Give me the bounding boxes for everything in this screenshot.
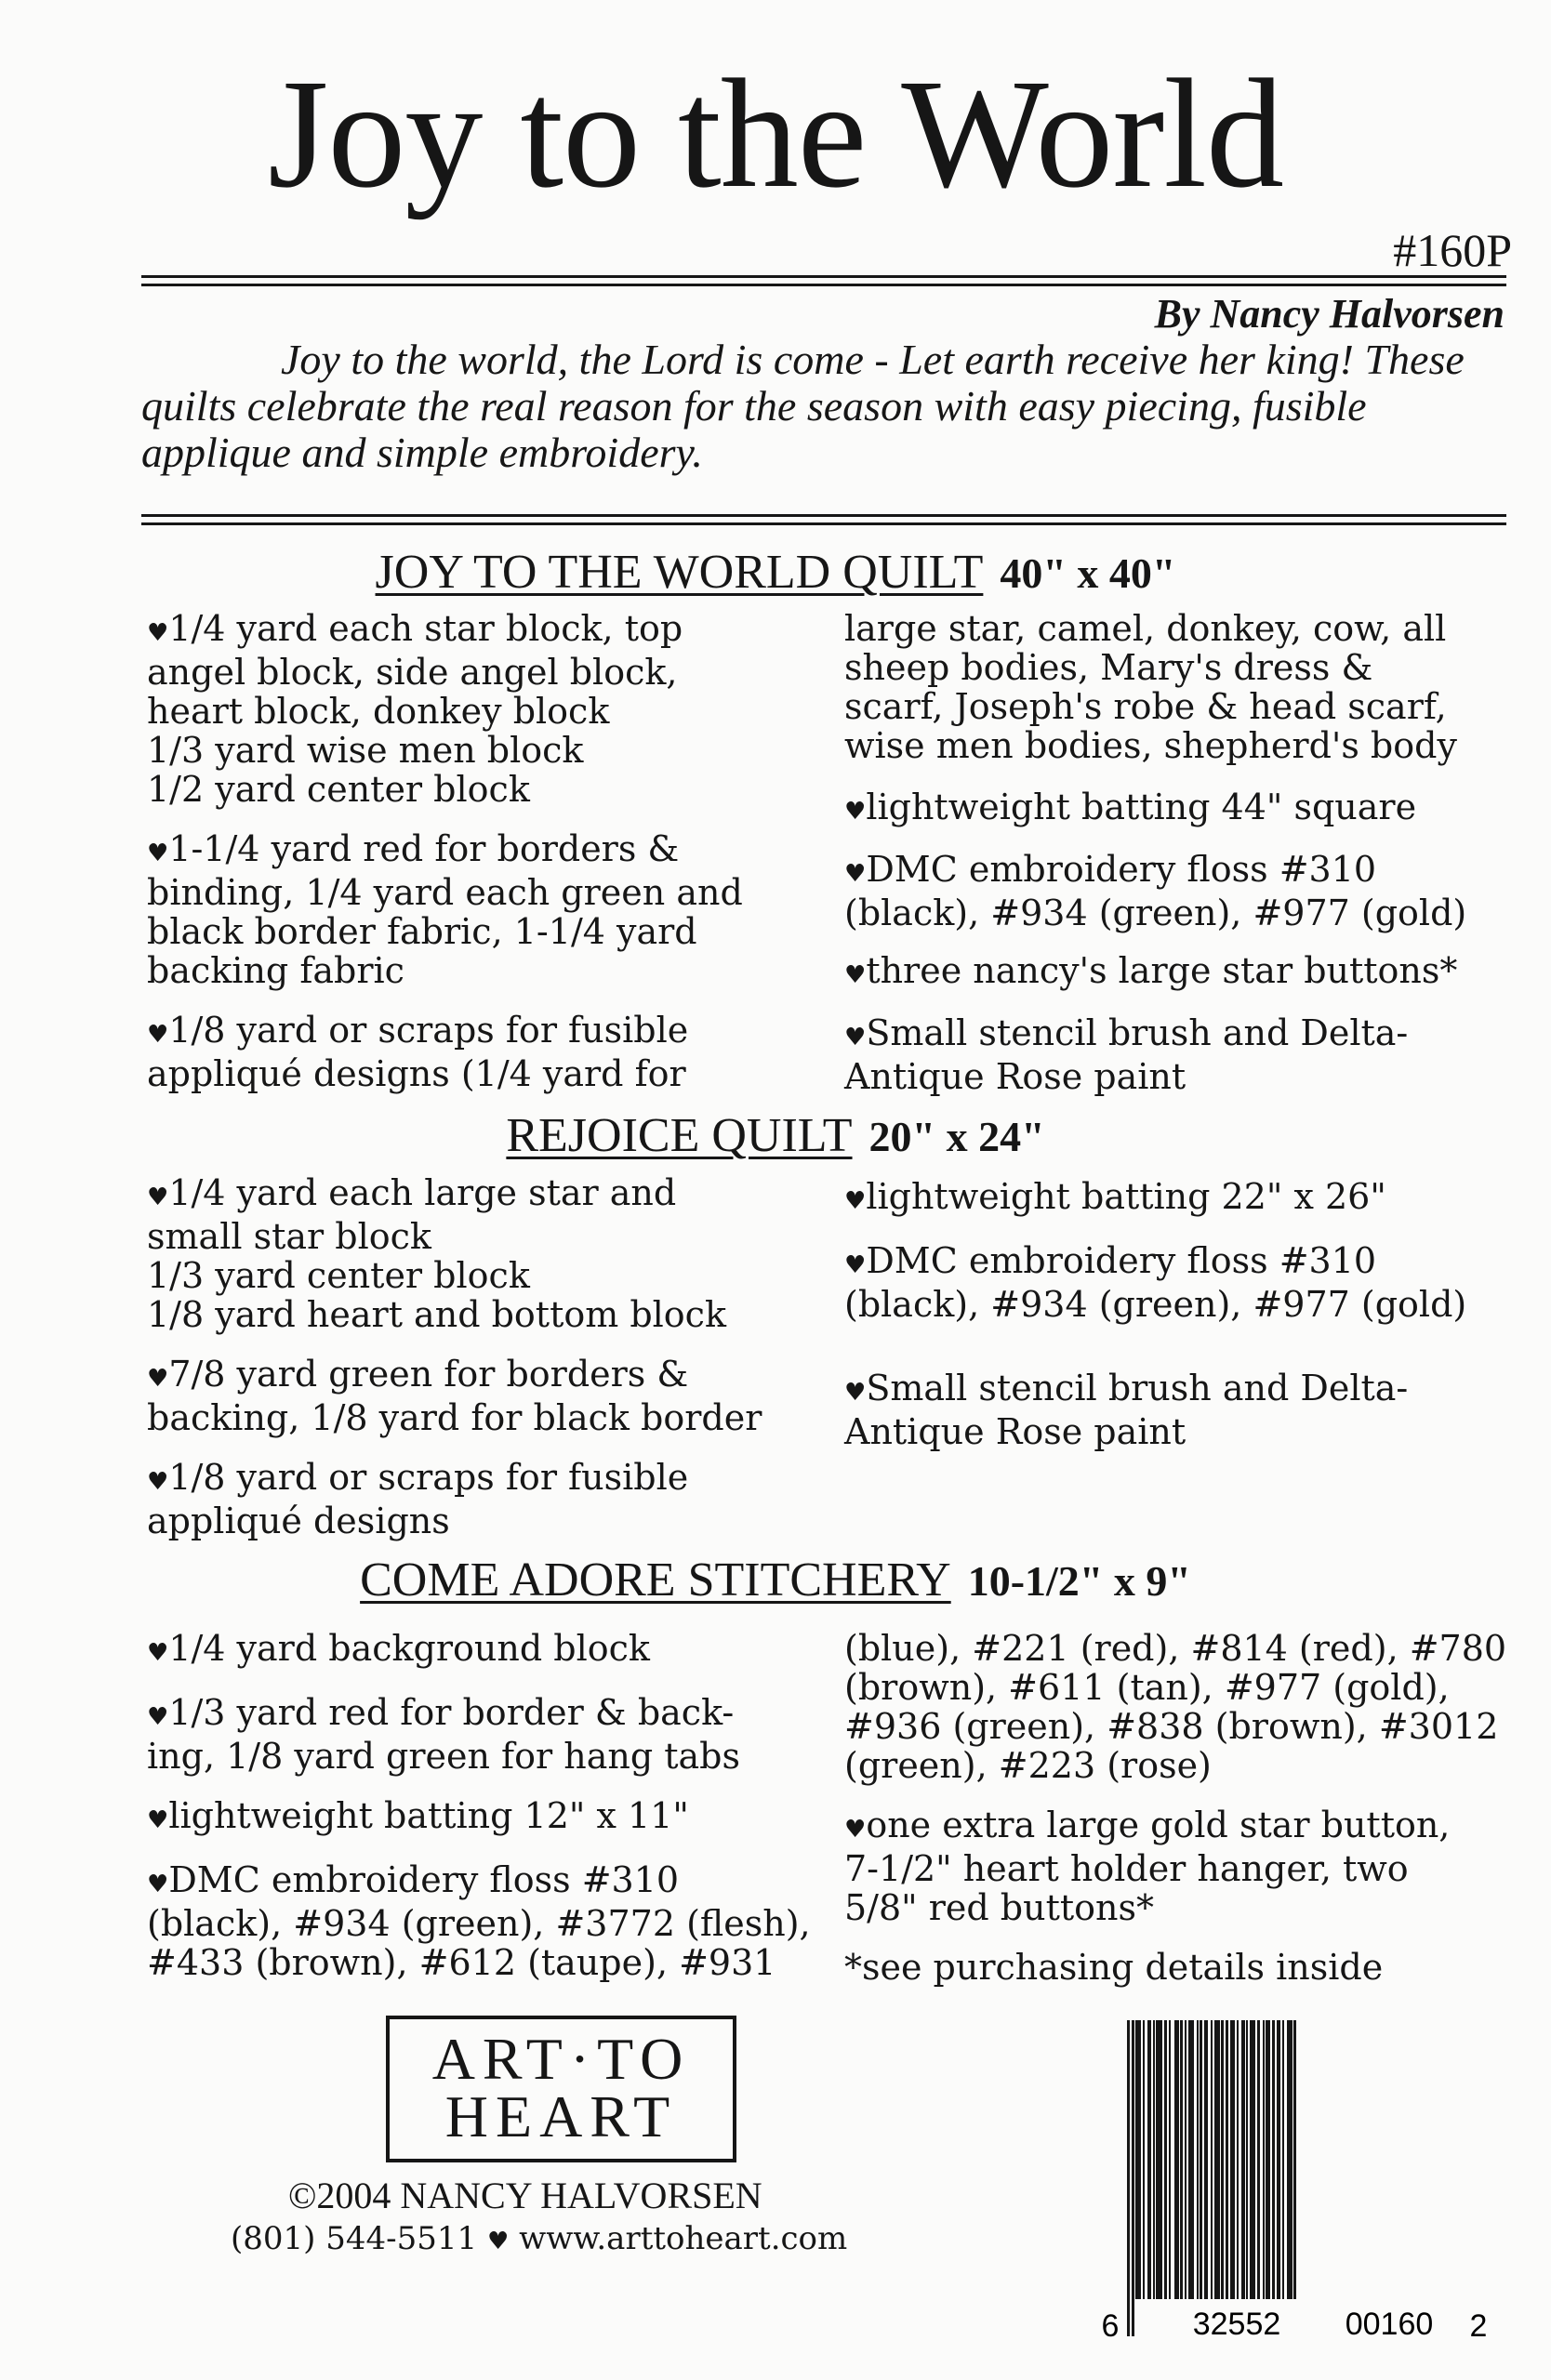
list-item: (brown), #611 (tan), #977 (gold), [844,1667,1450,1708]
barcode-bar [1180,2020,1183,2299]
barcode-digits-right: 00160 [1345,2307,1434,2342]
list-item: ♥ 1/4 yard each large star and [147,1173,762,1217]
barcode-bar [1277,2020,1280,2299]
list-item: backing fabric [147,950,404,991]
logo-line-1: ART·TO [431,2026,691,2092]
section-title: REJOICE QUILT [506,1109,853,1162]
barcode-bar [1143,2020,1145,2299]
list-item: ♥ 1-1/4 yard red for borders & [147,829,743,873]
barcode-bar [1246,2020,1248,2299]
barcode-bar [1282,2020,1284,2299]
list-item: (green), #223 (rose) [844,1745,1212,1786]
title-rule-bottom [141,284,1506,286]
barcode-bar [1127,2020,1130,2336]
website: www.arttoheart.com [519,2220,848,2257]
barcode-bar [1293,2020,1296,2299]
barcode-bar [1197,2020,1199,2299]
publisher-logo [386,2016,736,2162]
barcode-bar [1153,2020,1155,2299]
list-item: ♥ 1/4 yard background block [147,1629,811,1673]
list-item: ♥ 1/8 yard or scraps for fusible [147,1458,762,1501]
list-item: ♥ 1/8 yard or scraps for fusible [147,1011,743,1054]
document-title: Joy to the World [268,47,1283,220]
list-item: ♥ Small stencil brush and Delta- [844,1013,1466,1057]
joy-left-column [147,609,743,1093]
section-size: 40" x 40" [1000,549,1176,597]
list-item: large star, camel, donkey, cow, all [844,608,1447,649]
section-size: 10-1/2" x 9" [967,1557,1191,1605]
list-item: 7-1/2" heart holder hanger, two [844,1848,1409,1889]
barcode-bar [1266,2020,1270,2299]
barcode-bar [1156,2020,1162,2299]
list-item: ♥ DMC embroidery floss #310 [844,850,1466,893]
rejoice-left-column [147,1173,762,1540]
adore-left-column [147,1629,811,1982]
list-item: ♥ 1/3 yard red for border & back- [147,1693,811,1737]
list-item: ing, 1/8 yard green for hang tabs [147,1736,741,1777]
barcode-bar [1272,2020,1275,2299]
barcode-bar [1164,2020,1167,2299]
list-item: ♥ three nancy's large star buttons* [844,951,1466,995]
barcode-bar [1188,2020,1194,2299]
list-item: backing, 1/8 yard for black border [147,1397,762,1438]
intro-rule-top [141,514,1506,517]
list-item: ♥ lightweight batting 22" x 26" [844,1177,1466,1221]
barcode-bar [1214,2020,1220,2336]
barcode-bar [1250,2020,1255,2299]
list-item: ♥ 1/4 yard each star block, top [147,609,743,653]
list-item: 5/8" red buttons* [844,1887,1154,1928]
list-item: appliqué designs [147,1501,450,1541]
list-item: (black), #934 (green), #977 (gold) [844,1284,1467,1325]
list-item: 1/2 yard center block [147,769,530,810]
list-item: Antique Rose paint [844,1056,1186,1097]
list-item: ♥ 7/8 yard green for borders & [147,1355,762,1398]
barcode-bar [1211,2020,1213,2336]
barcode-bar [1169,2020,1171,2299]
section-title: COME ADORE STITCHERY [360,1554,951,1606]
contact-line [231,2220,847,2260]
barcode-bar [1221,2020,1224,2299]
list-item: heart block, donkey block [147,691,610,732]
list-item: ♥ one extra large gold star button, [844,1805,1506,1849]
author-byline: By Nancy Halvorsen [1154,291,1505,337]
section-title: JOY TO THE WORLD QUILT [375,546,984,599]
list-item: ♥ lightweight batting 44" square [844,787,1466,831]
list-item: small star block [147,1216,431,1257]
section-heading-rejoice [0,1109,1551,1162]
list-item: 1/3 yard wise men block [147,730,584,771]
barcode-bar [1237,2020,1239,2299]
barcode-bar [1230,2020,1235,2299]
adore-right-column [844,1629,1506,1987]
list-item: 1/3 yard center block [147,1255,530,1296]
list-item: (blue), #221 (red), #814 (red), #780 [844,1628,1507,1669]
section-heading-joy [0,546,1551,599]
barcode-bar [1263,2020,1265,2299]
list-item: (black), #934 (green), #977 (gold) [844,892,1467,933]
barcode-bar [1135,2020,1141,2299]
title-rule-top [141,275,1506,278]
barcode-bar [1200,2020,1202,2299]
barcode-digit-check: 2 [1469,2308,1488,2344]
list-item: #936 (green), #838 (brown), #3012 [844,1706,1499,1747]
barcode-bar [1257,2020,1260,2299]
list-item: 1/8 yard heart and bottom block [147,1294,726,1335]
list-item: ♥ lightweight batting 12" x 11" [147,1796,811,1840]
list-item: angel block, side angel block, [147,652,678,693]
section-size: 20" x 24" [868,1113,1045,1160]
list-item: appliqué designs (1/4 yard for [147,1053,686,1094]
list-item: (black), #934 (green), #3772 (flesh), [147,1903,811,1944]
list-item: sheep bodies, Mary's dress & [844,647,1373,688]
list-item: Antique Rose paint [844,1411,1186,1452]
barcode-bar [1204,2020,1208,2299]
barcode-bar [1147,2020,1151,2299]
barcode-bar [1132,2020,1134,2336]
list-item: *see purchasing details inside [844,1947,1384,1988]
phone-number: (801) 544-5511 [231,2220,478,2257]
barcode-bar [1287,2020,1292,2299]
barcode-bar [1241,2020,1245,2299]
list-item: black border fabric, 1-1/4 yard [147,911,697,952]
pattern-number: #160P [1393,224,1512,276]
intro-text: Joy to the world, the Lord is come - Let earth receive her king! These quilts celebrate the real reason for the season with easy piecing, fusible applique and simple embroidery. [141,336,1465,476]
barcode-digits-left: 32552 [1192,2307,1281,2342]
list-item: wise men bodies, shepherd's body [844,725,1457,766]
copyright-notice: ©2004 NANCY HALVORSEN [288,2175,762,2216]
list-item: scarf, Joseph's robe & head scarf, [844,686,1447,727]
list-item: #433 (brown), #612 (taupe), #931 [147,1942,776,1983]
barcode-bar [1174,2020,1179,2299]
list-item: ♥ DMC embroidery floss #310 [147,1860,811,1904]
barcode-bar [1226,2020,1228,2299]
intro-rule-bottom [141,522,1506,525]
barcode-digit-system: 6 [1101,2308,1120,2344]
barcode-bar [1185,2020,1186,2299]
rejoice-right-column [844,1177,1466,1451]
list-item: binding, 1/4 yard each green and [147,872,743,913]
list-item: ♥ DMC embroidery floss #310 [844,1241,1466,1285]
heart-icon: ♥ [486,2228,510,2255]
list-item: ♥ Small stencil brush and Delta- [844,1368,1466,1412]
joy-right-column [844,609,1466,1096]
logo-line-2: HEART [444,2083,678,2149]
barcode [1086,2020,1495,2355]
section-heading-adore [0,1556,1551,1605]
